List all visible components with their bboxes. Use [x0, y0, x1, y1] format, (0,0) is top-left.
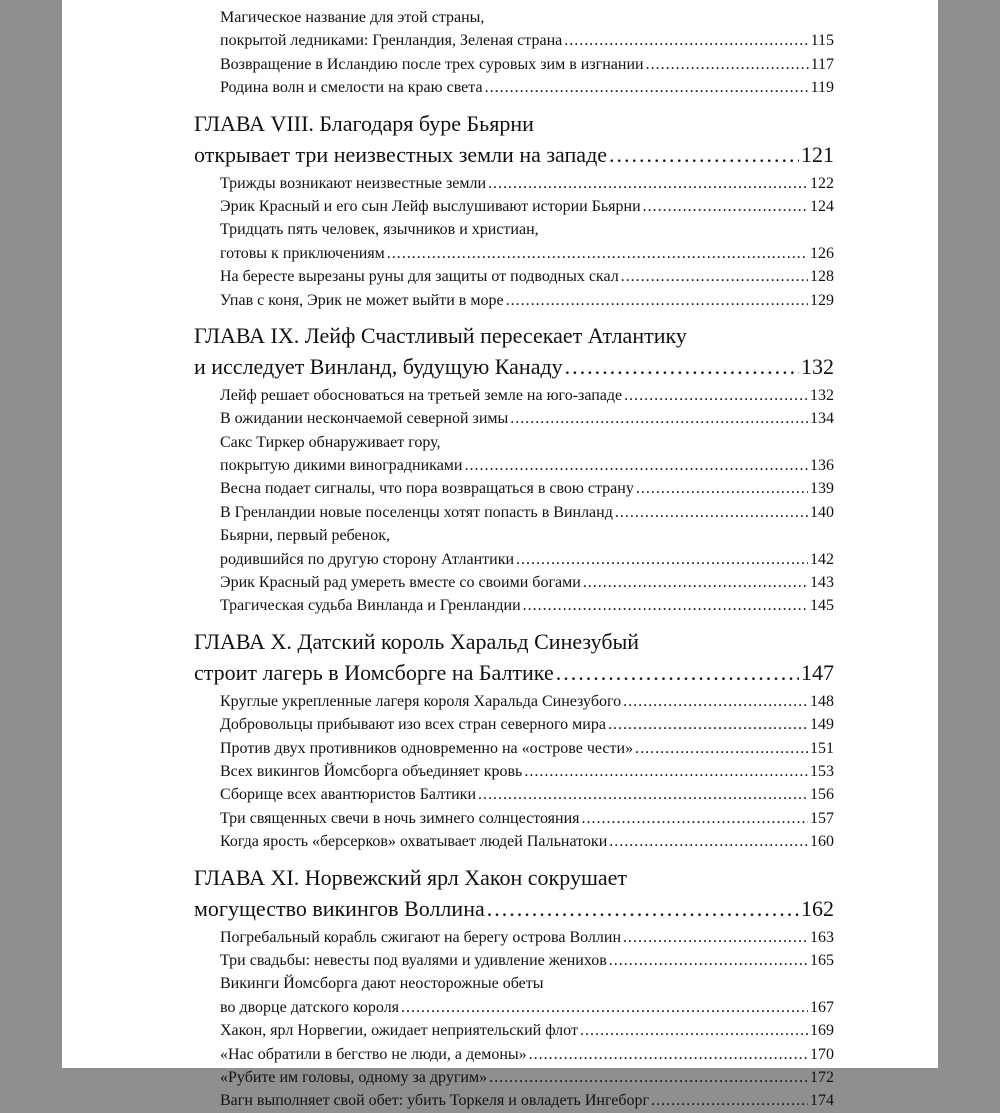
chapter-heading-line: [194, 626, 834, 657]
page-number: 117: [810, 55, 834, 73]
dot-leader: [464, 454, 808, 477]
entry-title: Эрик Красный рад умереть вместе со своими богами: [220, 574, 581, 592]
dot-leader: [580, 1019, 808, 1042]
chapter-heading-line: [194, 320, 834, 351]
toc-entry: [220, 501, 834, 524]
dot-leader: [609, 139, 799, 170]
page-number: 170: [810, 1045, 834, 1063]
toc-entry: [220, 807, 834, 830]
toc-entry: [220, 783, 834, 806]
entry-title: во дворце датского короля: [220, 998, 400, 1016]
toc-entry: [220, 996, 834, 1019]
page-number: 156: [810, 786, 834, 804]
page-number: 142: [810, 550, 834, 568]
page-number: 115: [810, 32, 834, 50]
dot-leader: [401, 996, 808, 1019]
page-number: 167: [810, 998, 834, 1016]
page-number: 157: [810, 809, 834, 827]
toc-entry: [220, 926, 834, 949]
dot-leader: [608, 713, 808, 736]
dot-leader: [387, 242, 808, 265]
page-number: 147: [801, 659, 834, 685]
entry-title: Упав с коня, Эрик не может выйти в море: [220, 291, 504, 309]
page-number: 136: [810, 457, 834, 475]
dot-leader: [556, 657, 799, 688]
entry-title: покрытой ледниками: Гренландия, Зеленая страна: [220, 32, 563, 50]
page-number: 151: [810, 739, 834, 757]
page-number: 162: [801, 895, 834, 921]
toc-entry: [220, 594, 834, 617]
page-number: 143: [810, 574, 834, 592]
entry-title: Весна подает сигналы, что пора возвращаться в свою страну: [220, 480, 634, 498]
table-of-contents: [194, 0, 834, 1113]
toc-entry: [220, 713, 834, 736]
dot-leader: [646, 53, 809, 76]
chapter-heading-line: [194, 351, 834, 382]
toc-entry: [220, 218, 834, 241]
entry-title: родившийся по другую сторону Атлантики: [220, 550, 515, 568]
entry-title: Круглые укрепленные лагеря короля Харальда Синезубого: [220, 692, 622, 710]
entry-title: Добровольцы прибывают изо всех стран северного мира: [220, 716, 606, 734]
chapter-title: открывает три неизвестных земли на западе: [194, 141, 608, 167]
page-number: 126: [810, 244, 834, 262]
dot-leader: [609, 949, 808, 972]
entry-title: готовы к приключениям: [220, 244, 385, 262]
page-number: 172: [810, 1068, 834, 1086]
toc-entry: [220, 737, 834, 760]
entry-title: В ожидании нескончаемой северной зимы: [220, 410, 509, 428]
toc-entry: [220, 53, 834, 76]
page-number: 174: [810, 1092, 834, 1110]
toc-entry: [220, 949, 834, 972]
page-number: 129: [810, 291, 834, 309]
entry-title: Когда ярость «берсерков» охватывает людей Пальнатоки: [220, 833, 608, 851]
toc-entry: [220, 431, 834, 454]
dot-leader: [609, 830, 808, 853]
chapter-title: ГЛАВА X. Датский король Харальд Синезубый: [194, 628, 640, 654]
dot-leader: [623, 690, 808, 713]
toc-entry: [220, 548, 834, 571]
page-number: 132: [810, 386, 834, 404]
dot-leader: [487, 893, 799, 924]
toc-entry: [220, 1043, 834, 1066]
page-number: 153: [810, 762, 834, 780]
toc-entry: [220, 6, 834, 29]
toc-entry: [220, 477, 834, 500]
toc-entry: [220, 407, 834, 430]
entry-title: В Гренландии новые поселенцы хотят попасть в Винланд: [220, 503, 613, 521]
chapter-heading-line: [194, 108, 834, 139]
entry-title: Три священных свечи в ночь зимнего солнцестояния: [220, 809, 580, 827]
page-number: 122: [810, 174, 834, 192]
entry-title: Вагн выполняет свой обет: убить Торкеля и овладеть Ингеборг: [220, 1092, 650, 1110]
entry-title: Магическое название для этой страны,: [220, 9, 485, 26]
toc-entry: [220, 524, 834, 547]
chapter-heading-line: [194, 862, 834, 893]
page-number: 160: [810, 833, 834, 851]
entry-title: Сборище всех авантюристов Балтики: [220, 786, 476, 804]
toc-entry: [220, 384, 834, 407]
dot-leader: [478, 783, 808, 806]
entry-title: Возвращение в Исландию после трех суровых зим в изгнании: [220, 55, 644, 73]
toc-entry: [220, 172, 834, 195]
dot-leader: [621, 265, 808, 288]
entry-title: Трижды возникают неизвестные земли: [220, 174, 487, 192]
entry-title: Всех викингов Йомсборга объединяет кровь: [220, 762, 523, 780]
entry-title: Три свадьбы: невесты под вуалями и удивление женихов: [220, 951, 607, 969]
dot-leader: [624, 384, 808, 407]
dot-leader: [643, 195, 808, 218]
entry-title: На бересте вырезаны руны для защиты от подводных скал: [220, 268, 619, 286]
entry-title: Эрик Красный и его сын Лейф выслушивают истории Бьярни: [220, 197, 641, 215]
toc-entry: [220, 289, 834, 312]
toc-entry: [220, 242, 834, 265]
chapter-title: ГЛАВА IX. Лейф Счастливый пересекает Атлантику: [194, 322, 687, 348]
toc-entry: [220, 76, 834, 99]
dot-leader: [529, 1043, 808, 1066]
dot-leader: [635, 737, 808, 760]
dot-leader: [583, 571, 808, 594]
dot-leader: [489, 1066, 808, 1089]
dot-leader: [615, 501, 808, 524]
toc-entry: [220, 571, 834, 594]
entry-title: «Нас обратили в бегство не люди, а демоны»: [220, 1045, 527, 1063]
dot-leader: [623, 926, 808, 949]
chapter-heading-line: [194, 893, 834, 924]
entry-title: Лейф решает обосноваться на третьей земле на юго-западе: [220, 386, 623, 404]
chapter-title: могущество викингов Воллина: [194, 895, 485, 921]
entry-title: Сакс Тиркер обнаруживает гору,: [220, 433, 441, 451]
page-number: 139: [810, 480, 834, 498]
toc-entry: [220, 690, 834, 713]
entry-title: Погребальный корабль сжигают на берегу острова Воллин: [220, 928, 622, 946]
page-number: 148: [810, 692, 834, 710]
dot-leader: [506, 289, 808, 312]
dot-leader: [485, 76, 809, 99]
entry-title: Трагическая судьба Винланда и Гренландии: [220, 597, 521, 615]
entry-title: Викинги Йомсборга дают неосторожные обеты: [220, 975, 544, 993]
page-number: 121: [801, 141, 834, 167]
dot-leader: [636, 477, 808, 500]
chapter-title: строит лагерь в Иомсборге на Балтике: [194, 659, 554, 685]
page-number: 128: [810, 268, 834, 286]
entry-title: «Рубите им головы, одному за другим»: [220, 1068, 488, 1086]
toc-entry: [220, 454, 834, 477]
toc-entry: [220, 265, 834, 288]
toc-entry: [220, 1089, 834, 1112]
dot-leader: [651, 1089, 808, 1112]
entry-title: Тридцать пять человек, язычников и христиан,: [220, 221, 539, 239]
page-number: 119: [810, 79, 834, 97]
dot-leader: [565, 351, 799, 382]
chapter-title: и исследует Винланд, будущую Канаду: [194, 353, 563, 379]
dot-leader: [510, 407, 808, 430]
page-number: 163: [810, 928, 834, 946]
toc-entry: [220, 1066, 834, 1089]
dot-leader: [582, 807, 808, 830]
dot-leader: [516, 548, 808, 571]
toc-entry: [220, 29, 834, 52]
entry-title: Бьярни, первый ребенок,: [220, 527, 390, 545]
page-number: 140: [810, 503, 834, 521]
toc-entry: [220, 972, 834, 995]
page-number: 149: [810, 716, 834, 734]
chapter-heading-line: [194, 657, 834, 688]
chapter-title: ГЛАВА VIII. Благодаря буре Бьярни: [194, 110, 534, 136]
dot-leader: [524, 760, 808, 783]
entry-title: Родина волн и смелости на краю света: [220, 79, 483, 97]
dot-leader: [488, 172, 808, 195]
dot-leader: [564, 29, 808, 52]
page-number: 124: [810, 197, 834, 215]
entry-title: Против двух противников одновременно на «острове чести»: [220, 739, 634, 757]
page-number: 165: [810, 951, 834, 969]
toc-entry: [220, 1019, 834, 1042]
toc-entry: [220, 830, 834, 853]
page-number: 132: [801, 353, 834, 379]
dot-leader: [523, 594, 808, 617]
book-page: [62, 0, 938, 1110]
page-number: 145: [810, 597, 834, 615]
page-number: 134: [810, 410, 834, 428]
chapter-title: ГЛАВА XI. Норвежский ярл Хакон сокрушает: [194, 864, 628, 890]
toc-entry: [220, 760, 834, 783]
toc-entry: [220, 195, 834, 218]
entry-title: покрытую дикими виноградниками: [220, 457, 463, 475]
page-number: 169: [810, 1022, 834, 1040]
entry-title: Хакон, ярл Норвегии, ожидает неприятельский флот: [220, 1022, 578, 1040]
chapter-heading-line: [194, 139, 834, 170]
